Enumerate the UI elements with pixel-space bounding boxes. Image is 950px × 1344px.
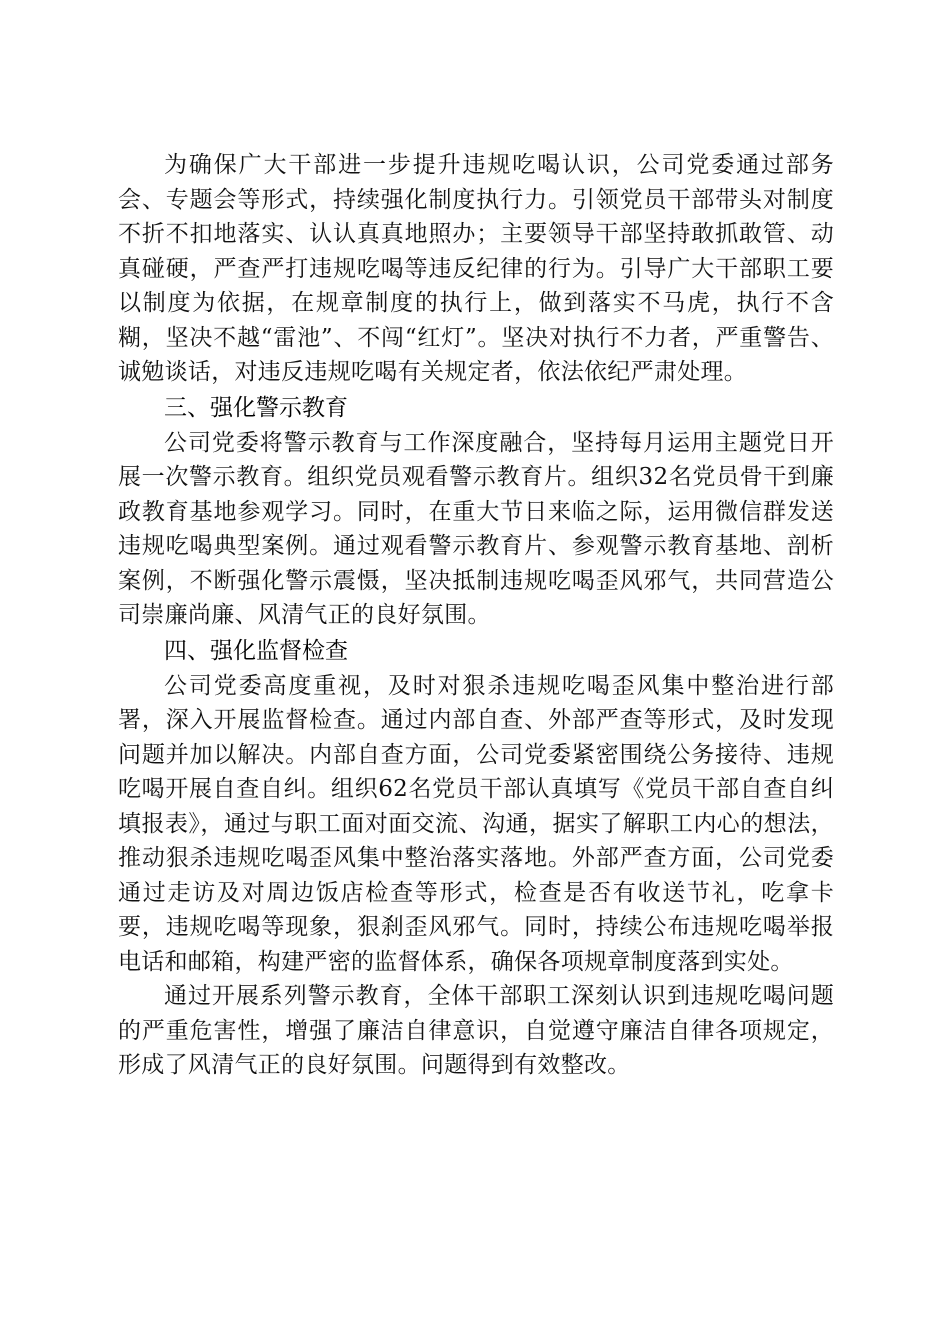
- section-heading-warning-education: 三、强化警示教育: [164, 394, 348, 421]
- paragraph-institution-enforcement: 为确保广大干部进一步提升违规吃喝认识，公司党委通过部务会、专题会等形式，持续强化制度执行力。引领党员干部带头对制度不折不扣地落实、认认真真地照办；主要领导干部坚持敢抓敢管、动真碰硬，严查严打违规吃喝等违反纪律的行为。引导广大干部职工要以制度为依据，在规章制度的执行上，做到落实不马虎，执行不含糊，坚决不越“雷池”、不闯“红灯”。坚决对执行不力者，严重警告、诚勉谈话，对违反违规吃喝有关规定者，依法依纪严肃处理。: [118, 152, 834, 385]
- paragraph-warning-education: 公司党委将警示教育与工作深度融合，坚持每月运用主题党日开展一次警示教育。组织党员观看警示教育片。组织32名党员骨干到廉政教育基地参观学习。同时，在重大节日来临之际，运用微信群发送违规吃喝典型案例。通过观看警示教育片、参观警示教育基地、剖析案例，不断强化警示震慑，坚决抵制违规吃喝歪风邪气，共同营造公司崇廉尚廉、风清气正的良好氛围。: [118, 429, 834, 628]
- document-page: [118, 148, 834, 1083]
- paragraph-summary: 通过开展系列警示教育，全体干部职工深刻认识到违规吃喝问题的严重危害性，增强了廉洁自律意识，自觉遵守廉洁自律各项规定，形成了风清气正的良好氛围。问题得到有效整改。: [118, 983, 834, 1078]
- paragraph-supervision-inspection: 公司党委高度重视，及时对狠杀违规吃喝歪风集中整治进行部署，深入开展监督检查。通过内部自查、外部严查等形式，及时发现问题并加以解决。内部自查方面，公司党委紧密围绕公务接待、违规吃喝开展自查自纠。组织62名党员干部认真填写《党员干部自查自纠填报表》，通过与职工面对面交流、沟通，据实了解职工内心的想法，推动狠杀违规吃喝歪风集中整治落实落地。外部严查方面，公司党委通过走访及对周边饭店检查等形式，检查是否有收送节礼，吃拿卡要，违规吃喝等现象，狠刹歪风邪气。同时，持续公布违规吃喝举报电话和邮箱，构建严密的监督体系，确保各项规章制度落到实处。: [118, 672, 834, 975]
- section-heading-supervision-inspection: 四、强化监督检查: [164, 637, 348, 664]
